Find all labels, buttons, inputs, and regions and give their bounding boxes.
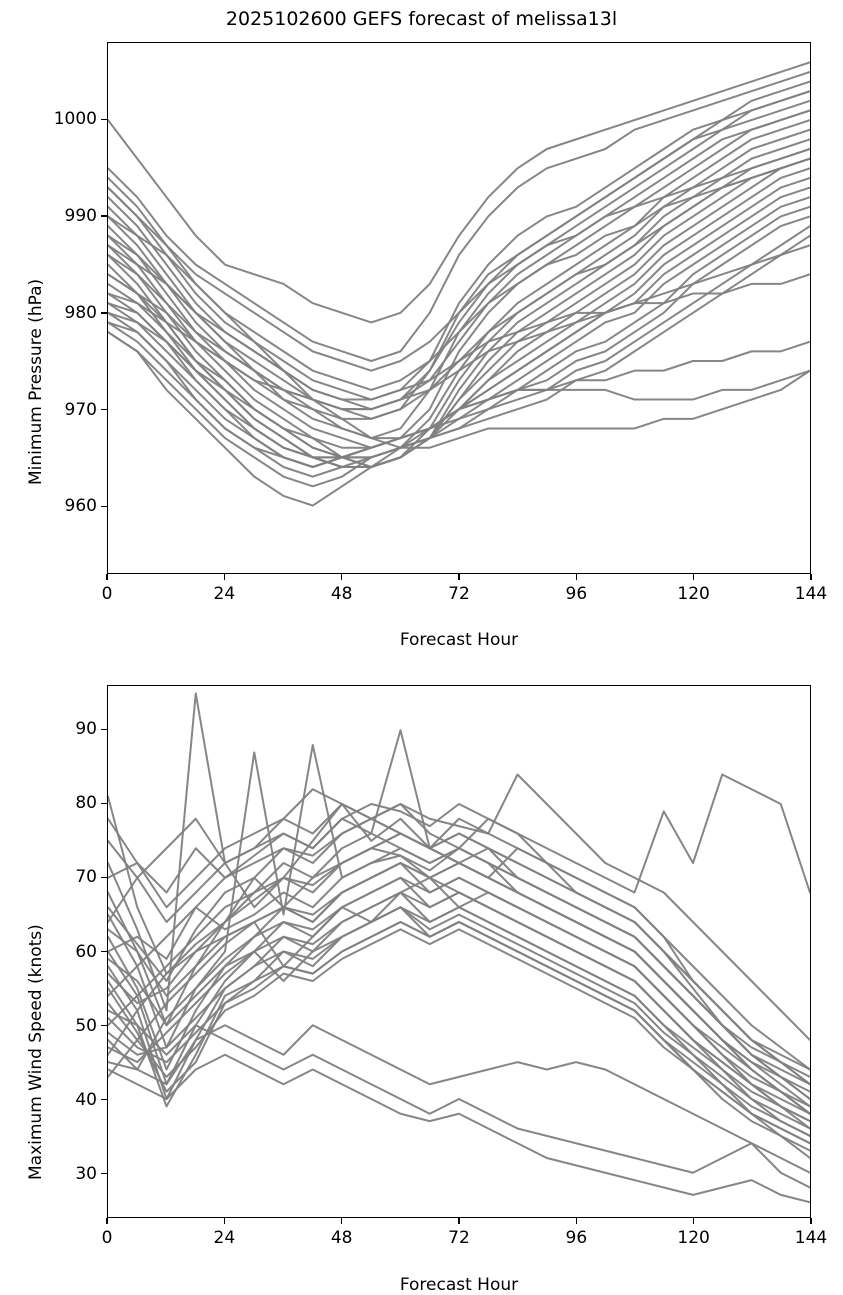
x-tick-mark	[224, 574, 225, 580]
x-tick-label: 96	[565, 584, 588, 604]
pressure-xaxis-label: Forecast Hour	[399, 630, 519, 650]
x-tick-mark	[458, 574, 459, 580]
y-tick-label: 960	[64, 496, 97, 517]
y-tick-mark	[101, 803, 107, 804]
y-tick-label: 70	[75, 867, 97, 888]
y-tick-mark	[101, 409, 107, 410]
ensemble-line	[108, 159, 810, 390]
y-tick-label: 80	[75, 793, 97, 814]
x-tick-label: 48	[330, 584, 353, 604]
wind-yaxis-label: Maximum Wind Speed (knots)	[26, 924, 46, 1180]
x-tick-label: 0	[101, 584, 113, 604]
ensemble-line	[108, 863, 810, 1129]
wind-plot-area	[107, 685, 811, 1218]
y-tick-mark	[101, 951, 107, 952]
x-tick-mark	[106, 574, 107, 580]
x-tick-label: 144	[794, 584, 828, 604]
wind-xaxis-label: Forecast Hour	[399, 1275, 519, 1295]
x-tick-label: 0	[101, 1228, 113, 1248]
ensemble-line	[108, 834, 810, 1085]
x-tick-label: 96	[565, 1228, 588, 1248]
x-tick-mark	[341, 1218, 342, 1224]
y-tick-label: 980	[64, 302, 97, 323]
ensemble-line	[108, 149, 810, 371]
x-tick-label: 72	[448, 1228, 470, 1248]
ensemble-line	[108, 245, 810, 409]
pressure-yaxis-label: Minimum Pressure (hPa)	[26, 278, 46, 485]
x-tick-mark	[693, 1218, 694, 1224]
x-tick-mark	[576, 1218, 577, 1224]
x-tick-label: 120	[677, 584, 710, 604]
ensemble-line	[108, 226, 810, 486]
y-tick-label: 90	[75, 719, 97, 740]
y-tick-mark	[101, 506, 107, 507]
y-tick-label: 40	[75, 1089, 97, 1110]
y-tick-mark	[101, 119, 107, 120]
x-tick-mark	[106, 1218, 107, 1224]
y-tick-label: 30	[75, 1163, 97, 1184]
y-tick-label: 1000	[53, 109, 97, 130]
y-tick-mark	[101, 1025, 107, 1026]
wind-panel	[0, 660, 843, 1295]
x-tick-label: 144	[794, 1228, 828, 1248]
ensemble-line	[108, 922, 810, 1136]
ensemble-line	[108, 188, 810, 467]
ensemble-line	[108, 72, 810, 361]
x-tick-label: 120	[677, 1228, 710, 1248]
x-tick-mark	[810, 1218, 811, 1224]
x-tick-mark	[224, 1218, 225, 1224]
x-tick-mark	[458, 1218, 459, 1224]
y-tick-mark	[101, 215, 107, 216]
y-tick-mark	[101, 877, 107, 878]
y-tick-label: 970	[64, 399, 97, 420]
y-tick-mark	[101, 312, 107, 313]
x-tick-mark	[341, 574, 342, 580]
y-tick-label: 60	[75, 941, 97, 962]
x-tick-label: 48	[330, 1228, 353, 1248]
wind-lines	[108, 686, 810, 1217]
x-tick-label: 72	[448, 584, 470, 604]
x-tick-mark	[810, 574, 811, 580]
y-tick-mark	[101, 1173, 107, 1174]
y-tick-mark	[101, 1099, 107, 1100]
y-tick-mark	[101, 729, 107, 730]
x-tick-label: 24	[213, 1228, 236, 1248]
x-tick-mark	[693, 574, 694, 580]
pressure-plot-area	[107, 42, 811, 574]
x-tick-mark	[576, 574, 577, 580]
ensemble-line	[108, 110, 810, 409]
y-tick-label: 50	[75, 1015, 97, 1036]
pressure-panel	[0, 30, 843, 650]
pressure-lines	[108, 43, 810, 573]
y-tick-label: 990	[64, 206, 97, 227]
x-tick-label: 24	[213, 584, 236, 604]
page-title: 2025102600 GEFS forecast of melissa13l	[225, 8, 618, 30]
